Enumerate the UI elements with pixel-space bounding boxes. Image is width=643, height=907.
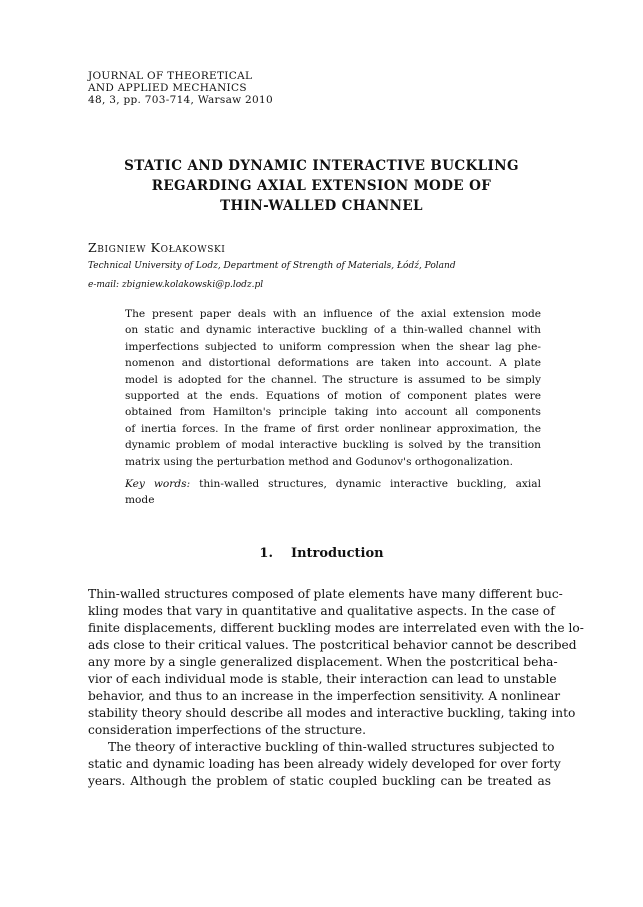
abstract-line: obtained from Hamilton's principle taking into account all components [125, 406, 541, 419]
section-title: Introduction [290, 546, 384, 561]
keywords-line-2: mode [125, 494, 155, 507]
body-line: years. Although the problem of static coupled buckling can be treated as [88, 774, 551, 788]
title-line3: THIN-WALLED CHANNEL [220, 198, 423, 214]
abstract-line: The present paper deals with an influence of the axial extension mode [125, 308, 541, 320]
title-line1: STATIC AND DYNAMIC INTERACTIVE BUCKLING [124, 158, 519, 174]
section-number: 1. [259, 546, 273, 561]
body-line: any more by a single generalized displacement. When the postcritical beha- [88, 655, 558, 669]
title-line2: REGARDING AXIAL EXTENSION MODE OF [151, 178, 492, 194]
author-affiliation: Technical University of Lodz, Department of Strength of Materials, Łódź, Poland [88, 261, 456, 271]
body-line: consideration imperfections of the structure. [88, 723, 366, 737]
abstract-line: on static and dynamic interactive buckling of a thin-walled channel with [125, 324, 541, 337]
journal-name-line1: JOURNAL OF THEORETICAL [88, 70, 253, 82]
body-line: Thin-walled structures composed of plate elements have many different buc- [88, 587, 563, 601]
author-email: e-mail: zbigniew.kolakowski@p.lodz.pl [88, 280, 264, 290]
journal-header [88, 70, 273, 106]
abstract-line: of inertia forces. In the frame of first order nonlinear approximation, the [125, 422, 541, 435]
body-line: stability theory should describe all modes and interactive buckling, taking into [88, 706, 576, 720]
paper-title [0, 156, 643, 216]
author-name: Zbigniew Kołakowski [88, 240, 226, 255]
abstract-line: supported at the ends. Equations of motion of component plates were [125, 389, 541, 402]
abstract-line: model is adopted for the channel. The structure is assumed to be simply [125, 373, 541, 386]
body-line: ads close to their critical values. The postcritical behavior cannot be described [88, 638, 577, 652]
abstract [125, 306, 541, 509]
abstract-line: matrix using the perturbation method and Godunov's orthogonalization. [125, 455, 513, 468]
abstract-line: imperfections subjected to uniform compression when the shear lag phe- [125, 340, 541, 353]
section-heading [0, 546, 643, 561]
abstract-line: dynamic problem of modal interactive buckling is solved by the transition [125, 439, 541, 452]
abstract-line: nomenon and distortional deformations are taken into account. A plate [125, 357, 541, 370]
keywords-text: thin-walled structures, dynamic interactive buckling, axial [199, 477, 541, 490]
keywords-label: Key words: [125, 477, 191, 490]
body-text [88, 586, 584, 790]
body-line: finite displacements, different buckling modes are interrelated even with the lo- [88, 621, 584, 635]
journal-volume-info: 48, 3, pp. 703-714, Warsaw 2010 [88, 94, 273, 106]
body-line: static and dynamic loading has been already widely developed for over forty [88, 757, 561, 771]
body-line: The theory of interactive buckling of thin-walled structures subjected to [108, 740, 555, 754]
body-line: kling modes that vary in quantitative and qualitative aspects. In the case of [88, 604, 555, 618]
journal-name-line2: AND APPLIED MECHANICS [88, 82, 247, 94]
body-line: behavior, and thus to an increase in the imperfection sensitivity. A nonlinear [88, 689, 561, 703]
keywords-line [125, 476, 541, 492]
body-line: vior of each individual mode is stable, their interaction can lead to unstable [88, 672, 557, 686]
